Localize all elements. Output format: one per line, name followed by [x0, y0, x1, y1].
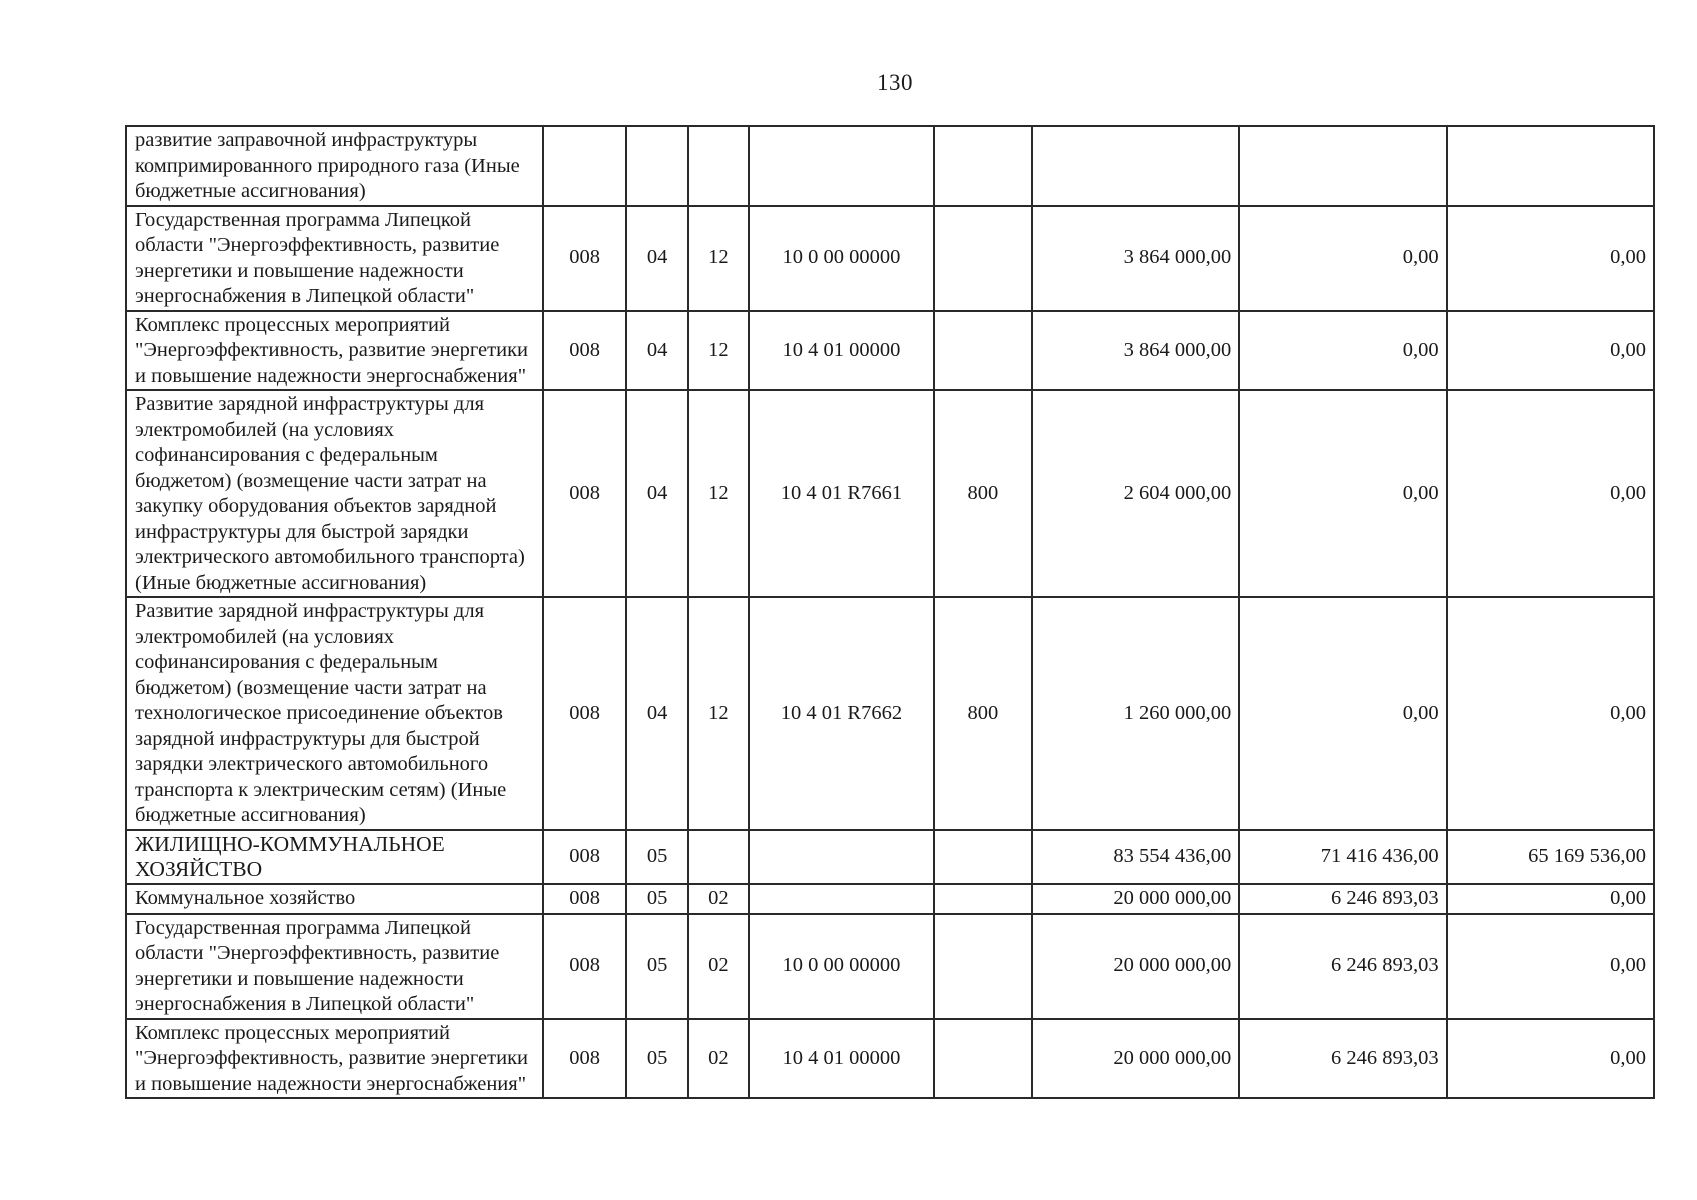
- amount-year-2: 6 246 893,03: [1239, 884, 1446, 914]
- table-row: [126, 311, 1654, 391]
- amount-year-3: 0,00: [1447, 597, 1654, 830]
- target-article-code: 10 0 00 00000: [749, 914, 934, 1019]
- ministry-code: 008: [543, 914, 627, 1019]
- target-article-code: [749, 126, 934, 206]
- amount-year-3: [1447, 126, 1654, 206]
- amount-year-2: [1239, 126, 1446, 206]
- ministry-code: 008: [543, 884, 627, 914]
- target-article-code: 10 4 01 R7662: [749, 597, 934, 830]
- amount-year-1: [1032, 126, 1239, 206]
- amount-year-1: 3 864 000,00: [1032, 206, 1239, 311]
- expense-type-code: 800: [934, 597, 1032, 830]
- target-article-code: [749, 830, 934, 884]
- row-description: Комплекс процессных мероприятий "Энергоэффективность, развитие энергетики и повышение надежности энергоснабжения": [126, 1019, 543, 1099]
- table-row: [126, 914, 1654, 1019]
- target-article-code: 10 0 00 00000: [749, 206, 934, 311]
- subsection-code: [688, 126, 749, 206]
- subsection-code: 12: [688, 390, 749, 597]
- expense-type-code: 800: [934, 390, 1032, 597]
- row-description: Развитие зарядной инфраструктуры для электромобилей (на условиях софинансирования с федеральным бюджетом) (возмещение части затрат на технологическое присоединение объектов зарядной инфраструктуры для быстрой зарядки электрического автомобильного транспорта к электрическим сетям) (Иные бюджетные ассигнования): [126, 597, 543, 830]
- amount-year-2: 6 246 893,03: [1239, 1019, 1446, 1099]
- ministry-code: 008: [543, 597, 627, 830]
- amount-year-2: 71 416 436,00: [1239, 830, 1446, 884]
- expense-type-code: [934, 830, 1032, 884]
- expense-type-code: [934, 206, 1032, 311]
- table-row: [126, 884, 1654, 914]
- amount-year-2: 0,00: [1239, 311, 1446, 391]
- row-description: ЖИЛИЩНО-КОММУНАЛЬНОЕ ХОЗЯЙСТВО: [126, 830, 543, 884]
- section-code: 04: [626, 206, 687, 311]
- table-row: [126, 390, 1654, 597]
- expense-type-code: [934, 311, 1032, 391]
- section-code: 04: [626, 311, 687, 391]
- section-code: 05: [626, 830, 687, 884]
- subsection-code: 02: [688, 884, 749, 914]
- amount-year-2: 0,00: [1239, 206, 1446, 311]
- row-description: Развитие зарядной инфраструктуры для электромобилей (на условиях софинансирования с федеральным бюджетом) (возмещение части затрат на закупку оборудования объектов зарядной инфраструктуры для быстрой зарядки электрического автомобильного транспорта) (Иные бюджетные ассигнования): [126, 390, 543, 597]
- ministry-code: 008: [543, 830, 627, 884]
- subsection-code: 12: [688, 597, 749, 830]
- section-code: 05: [626, 914, 687, 1019]
- amount-year-1: 1 260 000,00: [1032, 597, 1239, 830]
- section-code: [626, 126, 687, 206]
- table-row: [126, 126, 1654, 206]
- amount-year-3: 65 169 536,00: [1447, 830, 1654, 884]
- amount-year-3: 0,00: [1447, 914, 1654, 1019]
- section-code: 04: [626, 597, 687, 830]
- section-code: 05: [626, 1019, 687, 1099]
- expense-type-code: [934, 1019, 1032, 1099]
- expense-type-code: [934, 126, 1032, 206]
- ministry-code: 008: [543, 311, 627, 391]
- subsection-code: [688, 830, 749, 884]
- expense-type-code: [934, 884, 1032, 914]
- subsection-code: 12: [688, 311, 749, 391]
- target-article-code: 10 4 01 00000: [749, 1019, 934, 1099]
- amount-year-1: 2 604 000,00: [1032, 390, 1239, 597]
- amount-year-1: 20 000 000,00: [1032, 884, 1239, 914]
- row-description: Коммунальное хозяйство: [126, 884, 543, 914]
- amount-year-2: 0,00: [1239, 597, 1446, 830]
- section-code: 05: [626, 884, 687, 914]
- subsection-code: 02: [688, 1019, 749, 1099]
- section-code: 04: [626, 390, 687, 597]
- subsection-code: 02: [688, 914, 749, 1019]
- target-article-code: [749, 884, 934, 914]
- table-row: [126, 206, 1654, 311]
- row-description: Комплекс процессных мероприятий "Энергоэффективность, развитие энергетики и повышение надежности энергоснабжения": [126, 311, 543, 391]
- row-description: Государственная программа Липецкой области "Энергоэффективность, развитие энергетики и повышение надежности энергоснабжения в Липецкой области": [126, 206, 543, 311]
- amount-year-2: 6 246 893,03: [1239, 914, 1446, 1019]
- table-row: [126, 597, 1654, 830]
- budget-table: [125, 125, 1655, 1099]
- ministry-code: [543, 126, 627, 206]
- table-row: [126, 830, 1654, 884]
- page-number: 130: [877, 70, 913, 95]
- amount-year-1: 3 864 000,00: [1032, 311, 1239, 391]
- table-row: [126, 1019, 1654, 1099]
- ministry-code: 008: [543, 1019, 627, 1099]
- amount-year-3: 0,00: [1447, 390, 1654, 597]
- amount-year-3: 0,00: [1447, 884, 1654, 914]
- target-article-code: 10 4 01 R7661: [749, 390, 934, 597]
- target-article-code: 10 4 01 00000: [749, 311, 934, 391]
- row-description: развитие заправочной инфраструктуры компримированного природного газа (Иные бюджетные ассигнования): [126, 126, 543, 206]
- row-description: Государственная программа Липецкой области "Энергоэффективность, развитие энергетики и повышение надежности энергоснабжения в Липецкой области": [126, 914, 543, 1019]
- amount-year-3: 0,00: [1447, 311, 1654, 391]
- amount-year-3: 0,00: [1447, 206, 1654, 311]
- amount-year-1: 83 554 436,00: [1032, 830, 1239, 884]
- ministry-code: 008: [543, 206, 627, 311]
- subsection-code: 12: [688, 206, 749, 311]
- expense-type-code: [934, 914, 1032, 1019]
- ministry-code: 008: [543, 390, 627, 597]
- amount-year-1: 20 000 000,00: [1032, 914, 1239, 1019]
- amount-year-3: 0,00: [1447, 1019, 1654, 1099]
- amount-year-1: 20 000 000,00: [1032, 1019, 1239, 1099]
- amount-year-2: 0,00: [1239, 390, 1446, 597]
